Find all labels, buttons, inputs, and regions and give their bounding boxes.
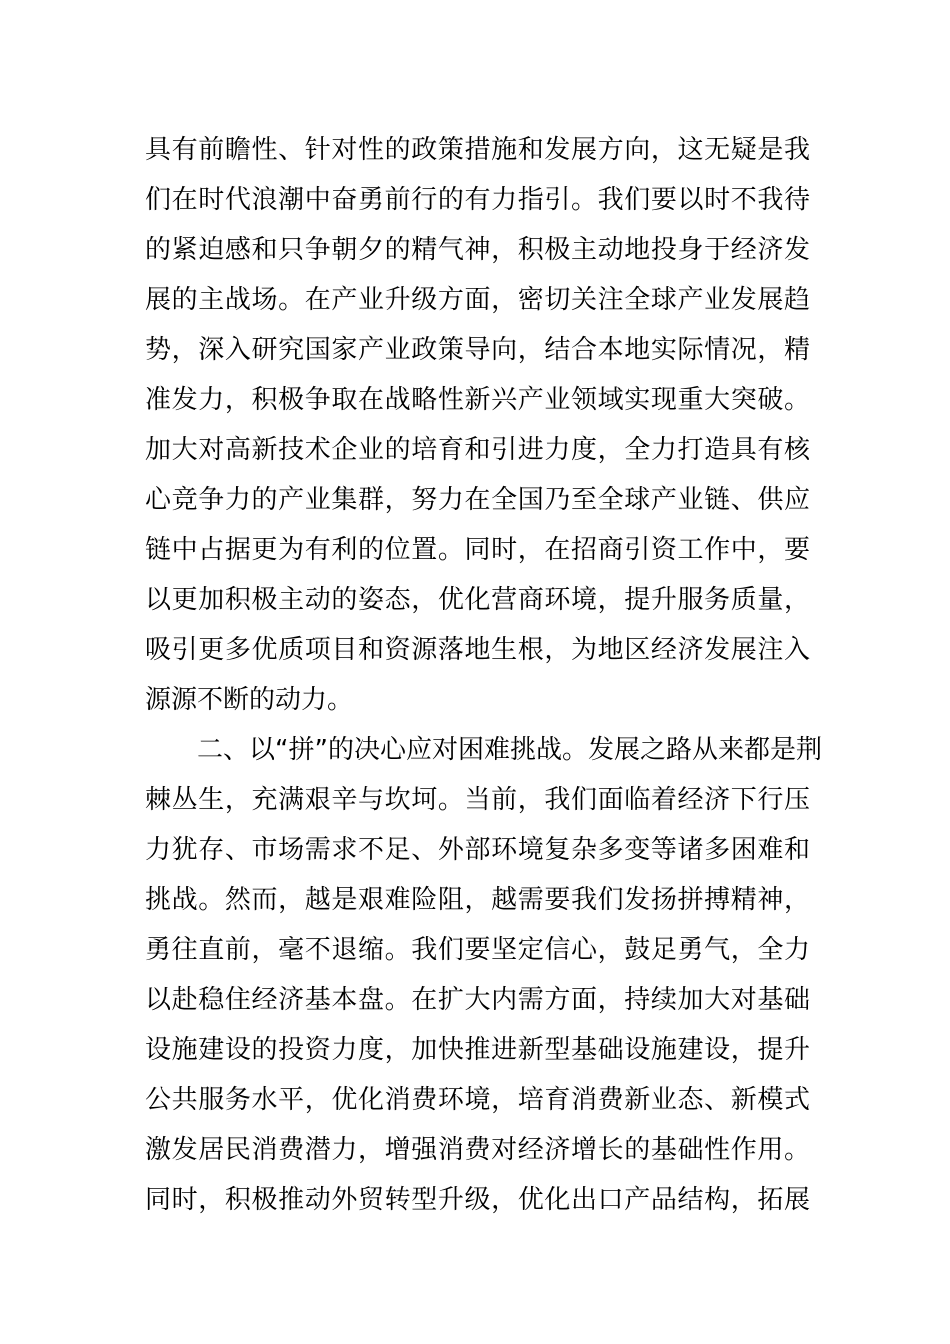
body-text <box>145 125 822 1225</box>
text-line: 准发力，积极争取在战略性新兴产业领域实现重大突破。 <box>145 385 810 415</box>
text-line: 们在时代浪潮中奋勇前行的有力指引。我们要以时不我待 <box>145 185 810 215</box>
text-line: 的紧迫感和只争朝夕的精气神，积极主动地投身于经济发 <box>145 235 810 265</box>
text-line: 心竞争力的产业集群，努力在全国乃至全球产业链、供应 <box>145 485 810 515</box>
text-line: 力犹存、市场需求不足、外部环境复杂多变等诸多困难和 <box>145 835 810 865</box>
text-line: 激发居民消费潜力，增强消费对经济增长的基础性作用。 <box>145 1135 810 1165</box>
paragraph-end-line: 源源不断的动力。 <box>145 685 354 715</box>
text-line: 以赴稳住经济基本盘。在扩大内需方面，持续加大对基础 <box>145 985 810 1015</box>
text-line: 以更加积极主动的姿态，优化营商环境，提升服务质量， <box>145 585 810 615</box>
text-line: 设施建设的投资力度，加快推进新型基础设施建设，提升 <box>145 1035 810 1065</box>
text-line: 链中占据更为有利的位置。同时，在招商引资工作中，要 <box>145 535 810 565</box>
text-line: 加大对高新技术企业的培育和引进力度，全力打造具有核 <box>145 435 810 465</box>
paragraph-heading-line: 二、以“拼”的决心应对困难挑战。发展之路从来都是荆 <box>145 735 822 765</box>
text-line: 勇往直前，毫不退缩。我们要坚定信心，鼓足勇气，全力 <box>145 935 810 965</box>
text-line: 同时，积极推动外贸转型升级，优化出口产品结构，拓展 <box>145 1185 810 1215</box>
text-line: 挑战。然而，越是艰难险阻，越需要我们发扬拼搏精神， <box>145 885 810 915</box>
text-line: 势，深入研究国家产业政策导向，结合本地实际情况，精 <box>145 335 810 365</box>
text-line: 吸引更多优质项目和资源落地生根，为地区经济发展注入 <box>145 635 810 665</box>
text-line: 具有前瞻性、针对性的政策措施和发展方向，这无疑是我 <box>145 135 810 165</box>
text-line: 公共服务水平，优化消费环境，培育消费新业态、新模式 <box>145 1085 810 1115</box>
text-line: 展的主战场。在产业升级方面，密切关注全球产业发展趋 <box>145 285 810 315</box>
text-line: 棘丛生，充满艰辛与坎坷。当前，我们面临着经济下行压 <box>145 785 810 815</box>
